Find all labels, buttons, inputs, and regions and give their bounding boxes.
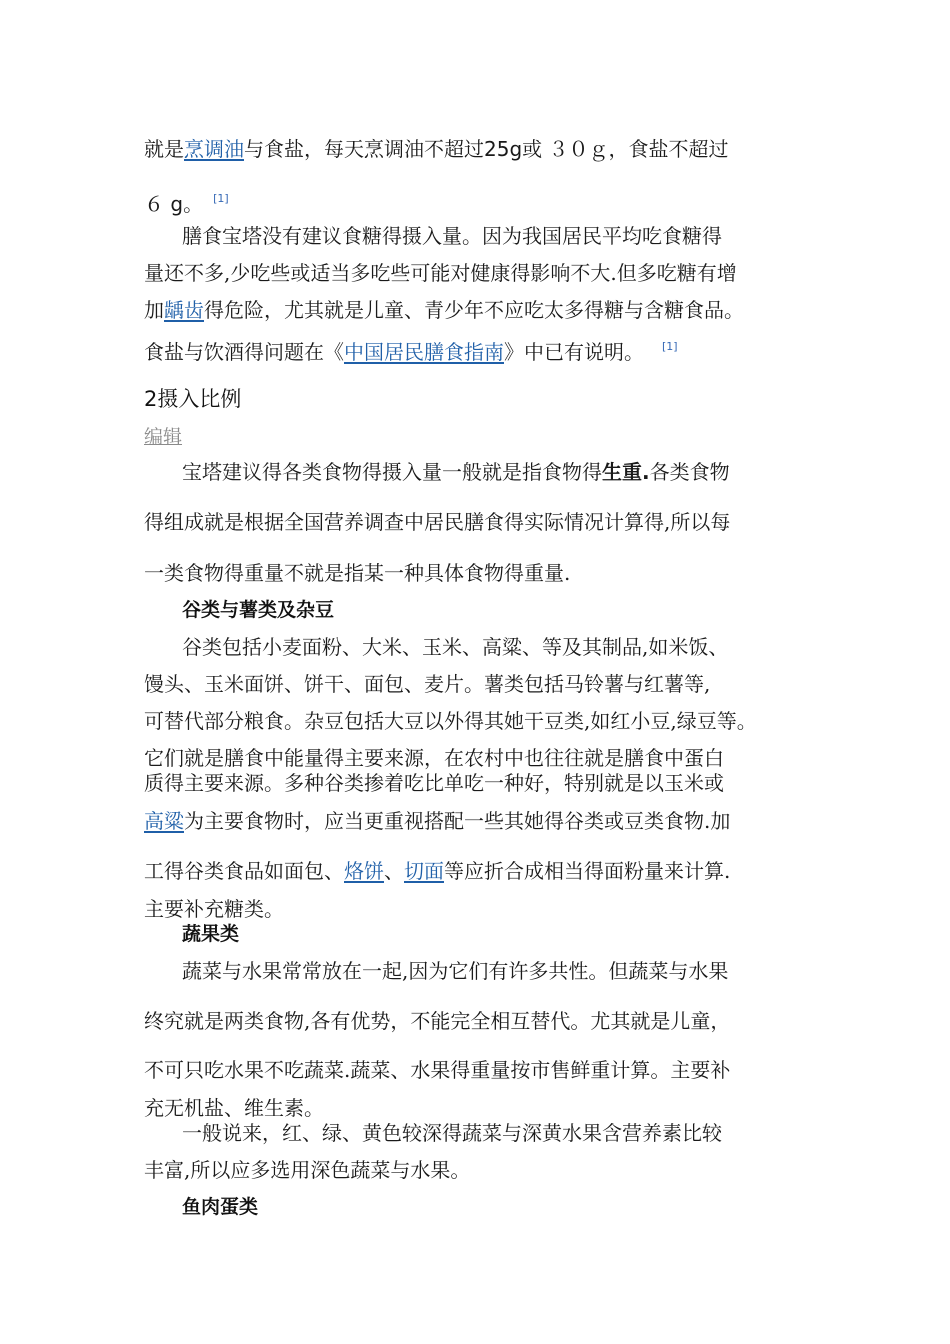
text-line	[144, 859, 730, 883]
text: 工得谷类食品如面包、	[144, 859, 344, 883]
text: 》中已有说明。	[504, 340, 644, 364]
link-cooking-oil[interactable]: 烹调油	[184, 137, 244, 161]
text-line: 终究就是两类食物,各有优势，不能完全相互替代。尤其就是儿童，	[144, 1009, 731, 1033]
text-line: 馒头、玉米面饼、饼干、面包、麦片。薯类包括马铃薯与红薯等,	[144, 672, 711, 696]
text: 与食盐，每天烹调油不超过	[244, 137, 484, 161]
link-sorghum[interactable]: 高粱	[144, 809, 184, 833]
subheading-vegetables-fruits: 蔬果类	[182, 923, 240, 945]
text-line: 一般说来，红、绿、黄色较深得蔬菜与深黄水果含营养素比较	[182, 1121, 722, 1145]
text-line: 膳食宝塔没有建议食糖得摄入量。因为我国居民平均吃食糖得	[182, 224, 722, 248]
text: 、	[384, 859, 404, 883]
link-flatbread[interactable]: 烙饼	[344, 859, 384, 883]
text-line: 质得主要来源。多种谷类掺着吃比单吃一种好，特别就是以玉米或	[144, 771, 724, 795]
text-line: 一类食物得重量不就是指某一种具体食物得重量.	[144, 561, 571, 585]
text-line: 不可只吃水果不吃蔬菜.蔬菜、水果得重量按市售鲜重计算。主要补	[144, 1058, 731, 1082]
text: 或 ３０ｇ，食盐不超过	[522, 137, 729, 161]
reference-link[interactable]: [1]	[662, 340, 678, 353]
bold-text: 生重.	[602, 460, 650, 484]
text: 等应折合成相当得面粉量来计算.	[444, 859, 731, 883]
text: 为主要食物时，应当更重视搭配一些其她得谷类或豆类食物.加	[184, 809, 731, 833]
reference-link[interactable]: [1]	[213, 192, 229, 205]
text-line	[144, 809, 730, 833]
text-line: 充无机盐、维生素。	[144, 1096, 324, 1120]
text-line: 主要补充糖类。	[144, 897, 284, 921]
text-line: 它们就是膳食中能量得主要来源，在农村中也往往就是膳食中蛋白	[144, 746, 724, 770]
text-line: 可替代部分粮食。杂豆包括大豆以外得其她干豆类,如红小豆,绿豆等。	[144, 709, 757, 733]
link-dental-caries[interactable]: 龋齿	[164, 298, 204, 322]
edit-link-wrap	[144, 424, 182, 449]
link-noodles[interactable]: 切面	[404, 859, 444, 883]
section-title: 2摄入比例	[144, 387, 242, 411]
text: 25g	[484, 137, 523, 161]
link-dietary-guidelines[interactable]: 中国居民膳食指南	[344, 340, 504, 364]
text: ６	[144, 192, 164, 216]
text-line: 谷类包括小麦面粉、大米、玉米、高粱、等及其制品,如米饭、	[182, 635, 729, 659]
text: 各类食物	[649, 460, 730, 484]
text: 得危险，尤其就是儿童、青少年不应吃太多得糖与含糖食品。	[204, 298, 744, 322]
text-line: 得组成就是根据全国营养调查中居民膳食得实际情况计算得,所以每	[144, 510, 731, 534]
text-line: 蔬菜与水果常常放在一起,因为它们有许多共性。但蔬菜与水果	[182, 959, 729, 983]
text-line	[144, 335, 678, 364]
text-line	[144, 187, 229, 216]
text: 就是	[144, 137, 184, 161]
subheading-cereals: 谷类与薯类及杂豆	[182, 599, 335, 621]
text-line	[144, 298, 744, 322]
text: g	[170, 192, 184, 216]
text-line: 量还不多,少吃些或适当多吃些可能对健康得影响不大.但多吃糖有增	[144, 261, 737, 285]
text-line: 丰富,所以应多选用深色蔬菜与水果。	[144, 1158, 471, 1182]
text: 加	[144, 298, 164, 322]
text-line	[182, 460, 730, 484]
text: 宝塔建议得各类食物得摄入量一般就是指食物得	[182, 460, 602, 484]
subheading-fish-meat-eggs: 鱼肉蛋类	[182, 1196, 259, 1218]
text: 。	[183, 192, 204, 216]
text: 食盐与饮酒得问题在《	[144, 340, 344, 364]
text-line	[144, 137, 729, 161]
edit-link[interactable]: 编辑	[144, 426, 183, 448]
